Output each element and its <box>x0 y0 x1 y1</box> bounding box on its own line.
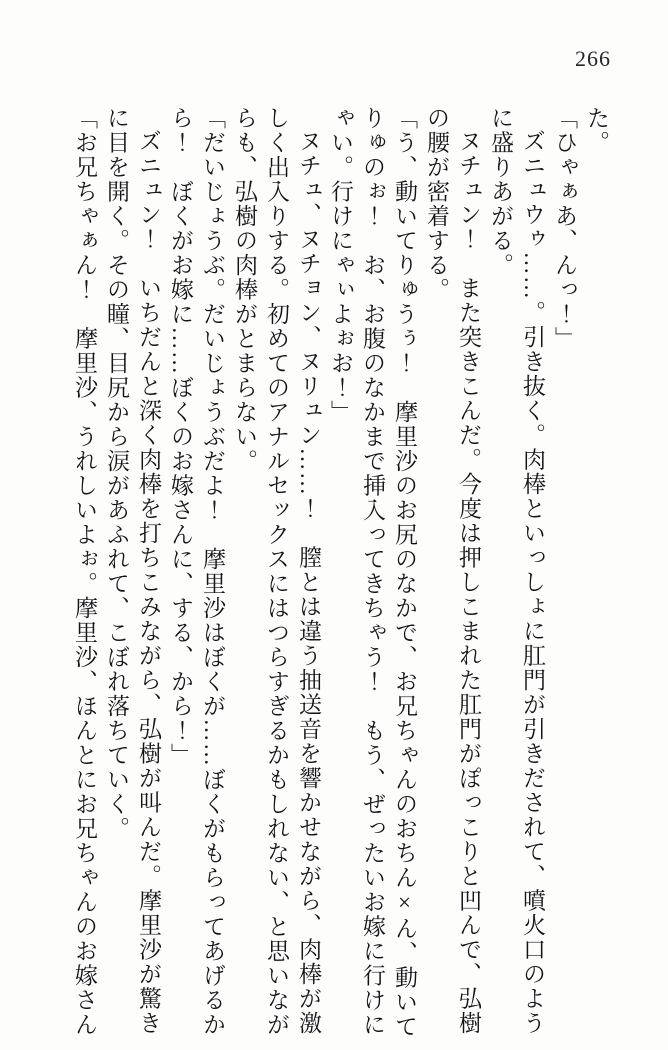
text-line: ズニュウゥ……。引き抜く。肉棒といっしょに肛門が引きだされて、噴火口のよう <box>520 129 545 1036</box>
text-line: らも、弘樹の肉棒がとまらない。 <box>232 106 257 474</box>
text-line: に盛りあがる。 <box>488 106 513 278</box>
text-block <box>68 106 612 1046</box>
text-line: 「う、動いてりゅうぅ！ 摩里沙のお尻のなかで、お兄ちゃんのおちん×ん、動いて <box>392 106 417 1039</box>
page-number: 266 <box>575 46 611 71</box>
text-line: ゃい。行けにゃぃよぉお！」 <box>328 106 353 425</box>
text-line: に目を開く。その瞳、目尻から涙があふれて、こぼれ落ちていく。 <box>104 106 129 841</box>
text-line: 「ひゃぁあ、んっ！」 <box>552 106 577 351</box>
text-line: 「だいじょうぶ。だいじょうぶだよ！ 摩里沙はぼくが……ぼくがもらってあげるか <box>200 106 225 1037</box>
text-line: りゅのぉ！ お、お腹のなかまで挿入ってきちゃう！ もう、ぜったいお嫁に行けに <box>360 106 385 1037</box>
text-line: の腰が密着する。 <box>424 106 449 302</box>
text-line: ズニュン！ いちだんと深く肉棒を打ちこみながら、弘樹が叫んだ。摩里沙が驚き <box>136 129 161 1036</box>
text-line: た。 <box>584 106 609 155</box>
text-line: 「お兄ちゃぁん！ 摩里沙、うれしいよぉ。摩里沙、ほんとにお兄ちゃんのお嫁さん <box>72 106 97 1037</box>
text-line: ら！ ぼくがお嫁に……ぼくのお嫁さんに、する、から！」 <box>168 106 193 768</box>
text-line: ヌチュン！ また突きこんだ。今度は押しこまれた肛門がぽっこりと凹んで、弘樹 <box>456 129 481 1036</box>
text-line: しく出入りする。初めてのアナルセックスにはつらすぎるかもしれない、と思いなが <box>264 106 289 1037</box>
text-line: ヌチュ、ヌチョン、ヌリュン……！ 膣とは違う抽送音を響かせながら、肉棒が激 <box>296 129 321 1036</box>
